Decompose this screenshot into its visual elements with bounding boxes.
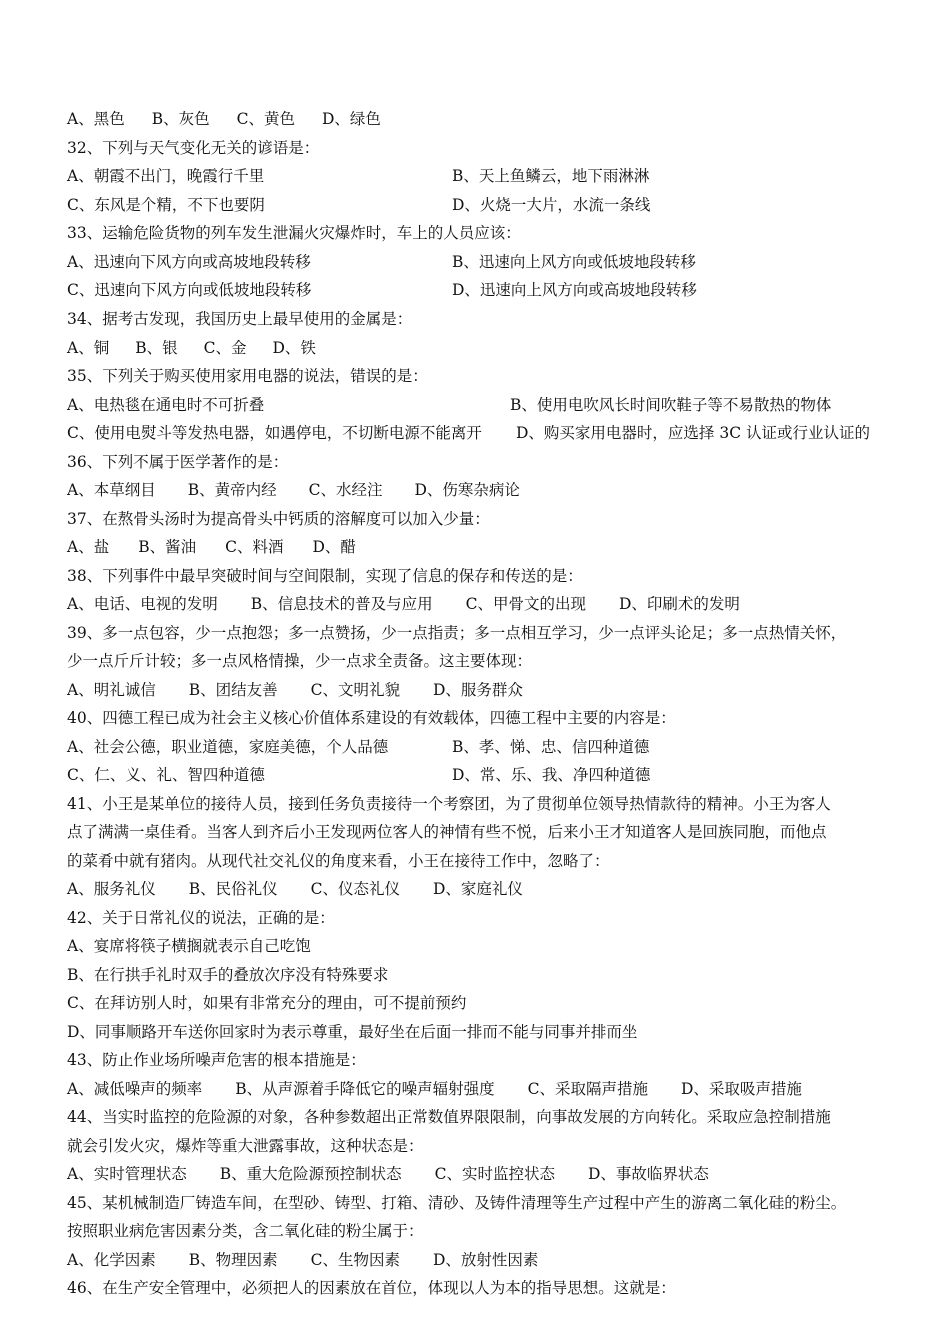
q34-option-b: B、银 <box>135 339 178 357</box>
q39-option-c: C、文明礼貌 <box>310 681 400 699</box>
q45-option-b: B、物理因素 <box>188 1251 278 1269</box>
q32-question: 32、下列与天气变化无关的谚语是： <box>67 139 320 157</box>
q38-option-c: C、甲骨文的出现 <box>465 595 586 613</box>
q42-option-b: B、在行拱手礼时双手的叠放次序没有特殊要求 <box>67 966 389 984</box>
q35-question: 35、下列关于购买使用家用电器的说法，错误的是： <box>67 367 428 385</box>
q40-question: 40、四德工程已成为社会主义核心价值体系建设的有效载体，四德工程中主要的内容是： <box>67 709 676 727</box>
q37-option-a: A、盐 <box>67 538 110 556</box>
q44-option-c: C、实时监控状态 <box>434 1165 555 1183</box>
q45-option-c: C、生物因素 <box>310 1251 400 1269</box>
q45-options <box>67 1250 538 1270</box>
q32-option-d: D、火烧一大片，水流一条线 <box>452 196 651 214</box>
q31-option-c: C、黄色 <box>236 110 295 128</box>
q40-option-c: C、仁、义、礼、智四种道德 <box>67 766 265 784</box>
q43-options <box>67 1079 802 1099</box>
q43-option-a: A、减低噪声的频率 <box>67 1080 203 1098</box>
q33-option-b: B、迅速向上风方向或低坡地段转移 <box>452 253 696 271</box>
q36-option-a: A、本草纲目 <box>67 481 156 499</box>
q41-question-line3: 的菜肴中就有猪肉。从现代社交礼仪的角度来看，小王在接待工作中，忽略了： <box>67 852 610 870</box>
q32-option-c: C、东风是个精，不下也要阴 <box>67 196 265 214</box>
q38-question: 38、下列事件中最早突破时间与空间限制，实现了信息的保存和传送的是： <box>67 567 583 585</box>
q42-option-c: C、在拜访别人时，如果有非常充分的理由，可不提前预约 <box>67 994 467 1012</box>
q45-option-d: D、放射性因素 <box>432 1251 539 1269</box>
q41-question-line2: 点了满满一桌佳肴。当客人到齐后小王发现两位客人的神情有些不悦，后来小王才知道客人是回族同胞，而他点 <box>67 823 827 841</box>
q36-options <box>67 480 520 500</box>
q40-option-d: D、常、乐、我、净四种道德 <box>452 766 651 784</box>
q34-option-a: A、铜 <box>67 339 110 357</box>
q42-option-a: A、宴席将筷子横搁就表示自己吃饱 <box>67 937 311 955</box>
q33-option-a: A、迅速向下风方向或高坡地段转移 <box>67 253 311 271</box>
q33-option-d: D、迅速向上风方向或高坡地段转移 <box>452 281 697 299</box>
q41-options <box>67 879 523 899</box>
q37-option-c: C、料酒 <box>225 538 284 556</box>
q37-option-d: D、醋 <box>312 538 356 556</box>
q43-option-b: B、从声源着手降低它的噪声辐射强度 <box>235 1080 495 1098</box>
q37-options <box>67 537 356 557</box>
q35-option-a: A、电热毯在通电时不可折叠 <box>67 396 265 414</box>
q36-option-b: B、黄帝内经 <box>187 481 277 499</box>
q45-option-a: A、化学因素 <box>67 1251 156 1269</box>
q39-options <box>67 680 523 700</box>
q45-question-line1: 45、某机械制造厂铸造车间，在型砂、铸型、打箱、清砂、及铸件清理等生产过程中产生的游离二氧化硅的粉尘。 <box>67 1194 847 1212</box>
q39-option-a: A、明礼诚信 <box>67 681 156 699</box>
q45-question-line2: 按照职业病危害因素分类，含二氧化硅的粉尘属于： <box>67 1222 424 1240</box>
q33-option-c: C、迅速向下风方向或低坡地段转移 <box>67 281 312 299</box>
q46-question: 46、在生产安全管理中，必须把人的因素放在首位，体现以人为本的指导思想。这就是： <box>67 1279 676 1297</box>
q44-option-a: A、实时管理状态 <box>67 1165 187 1183</box>
q38-option-a: A、电话、电视的发明 <box>67 595 218 613</box>
q36-option-d: D、伤寒杂病论 <box>414 481 520 499</box>
q32-option-b: B、天上鱼鳞云，地下雨淋淋 <box>452 167 650 185</box>
q44-question-line1: 44、当实时监控的危险源的对象，各种参数超出正常数值界限限制，向事故发展的方向转化。采取应急控制措施 <box>67 1108 831 1126</box>
q38-options <box>67 594 740 614</box>
q43-question: 43、防止作业场所噪声危害的根本措施是： <box>67 1051 366 1069</box>
q43-option-d: D、采取吸声措施 <box>680 1080 802 1098</box>
q33-question: 33、运输危险货物的列车发生泄漏火灾爆炸时，车上的人员应该： <box>67 224 521 242</box>
q35-option-b: B、使用电吹风长时间吹鞋子等不易散热的物体 <box>510 396 832 414</box>
q36-option-c: C、水经注 <box>308 481 383 499</box>
q43-option-c: C、采取隔声措施 <box>527 1080 648 1098</box>
q41-question-line1: 41、小王是某单位的接待人员，接到任务负责接待一个考察团，为了贯彻单位领导热情款待的精神。小王为客人 <box>67 795 831 813</box>
q31-options <box>67 109 381 129</box>
q39-question-line1: 39、多一点包容，少一点抱怨；多一点赞扬，少一点指责；多一点相互学习，少一点评头论足；多一点热情关怀， <box>67 624 847 642</box>
q38-option-b: B、信息技术的普及与应用 <box>250 595 433 613</box>
q31-option-a: A、黑色 <box>67 110 125 128</box>
q31-option-d: D、绿色 <box>321 110 381 128</box>
q44-options <box>67 1164 709 1184</box>
q42-option-d: D、同事顺路开车送你回家时为表示尊重，最好坐在后面一排而不能与同事并排而坐 <box>67 1023 638 1041</box>
q41-option-d: D、家庭礼仪 <box>432 880 523 898</box>
q35-option-d: D、购买家用电器时，应选择 3C 认证或行业认证的 <box>516 424 871 442</box>
q38-option-d: D、印刷术的发明 <box>618 595 740 613</box>
q37-option-b: B、酱油 <box>138 538 197 556</box>
q35-option-c: C、使用电熨斗等发热电器，如遇停电，不切断电源不能离开 <box>67 424 482 442</box>
q44-option-d: D、事故临界状态 <box>587 1165 709 1183</box>
q44-option-b: B、重大危险源预控制状态 <box>219 1165 402 1183</box>
q36-question: 36、下列不属于医学著作的是： <box>67 453 289 471</box>
q34-options <box>67 338 316 358</box>
q40-option-b: B、孝、悌、忠、信四种道德 <box>452 738 650 756</box>
q42-question: 42、关于日常礼仪的说法，正确的是： <box>67 909 335 927</box>
q41-option-c: C、仪态礼仪 <box>310 880 400 898</box>
q41-option-a: A、服务礼仪 <box>67 880 156 898</box>
q41-option-b: B、民俗礼仪 <box>188 880 278 898</box>
q34-option-c: C、金 <box>203 339 247 357</box>
q31-option-b: B、灰色 <box>151 110 210 128</box>
q40-option-a: A、社会公德，职业道德，家庭美德，个人品德 <box>67 738 389 756</box>
q39-option-b: B、团结友善 <box>188 681 278 699</box>
q34-question: 34、据考古发现，我国历史上最早使用的金属是： <box>67 310 413 328</box>
q32-option-a: A、朝霞不出门，晚霞行千里 <box>67 167 265 185</box>
q37-question: 37、在熬骨头汤时为提高骨头中钙质的溶解度可以加入少量： <box>67 510 490 528</box>
q44-question-line2: 就会引发火灾，爆炸等重大泄露事故，这种状态是： <box>67 1137 424 1155</box>
q39-question-line2: 少一点斤斤计较；多一点风格情操，少一点求全责备。这主要体现： <box>67 652 533 670</box>
q39-option-d: D、服务群众 <box>432 681 523 699</box>
q34-option-d: D、铁 <box>272 339 316 357</box>
